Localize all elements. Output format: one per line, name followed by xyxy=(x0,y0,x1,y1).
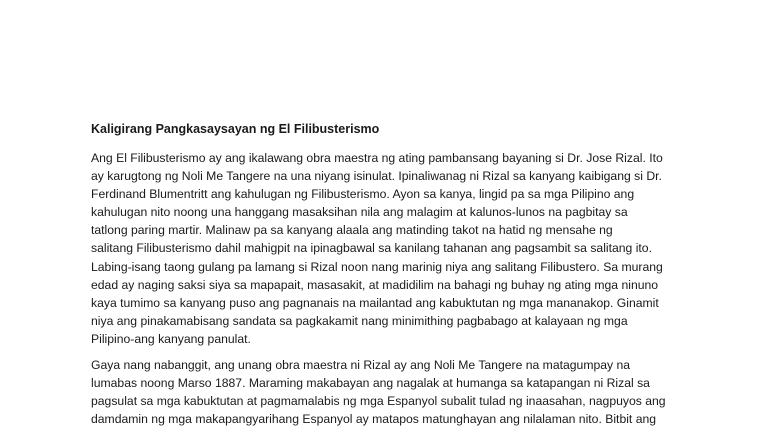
text-line: Ang El Filibusterismo ay ang ikalawang obra maestra ng ating pambansang bayaning si Dr. Jose Rizal. Ito xyxy=(91,151,663,165)
text-line: pagsulat sa mga kabuktutan at pagmamalabis ng mga Espanyol subalit tulad ng inaasahan, nagpuyos ang xyxy=(91,394,666,409)
paragraph-2 xyxy=(91,356,695,428)
text-line: salitang Filibusterismo dahil mahigpit na ipinagbawal sa kanilang tahanan ang pagsambit sa salitang ito. xyxy=(91,241,652,256)
text-line: Labing-isang taong gulang pa lamang si Rizal noon nang marinig niya ang salitang Filibustero. Sa murang xyxy=(91,259,663,274)
text-line: Gaya nang nabanggit, ang unang obra maestra ni Rizal ay ang Noli Me Tangere na matagumpay na xyxy=(91,358,631,373)
text-line: Ferdinand Blumentritt ang kahulugan ng Filibusterismo. Ayon sa kanya, lingid pa sa mga Pilipino ang xyxy=(91,187,635,202)
text-line: ay karugtong ng Noli Me Tangere na una niyang isinulat. Ipinaliwanag ni Rizal sa kanyang kaibigang si Dr. xyxy=(91,169,662,184)
document-title: Kaligirang Pangkasaysayan ng El Filibusterismo xyxy=(91,122,380,136)
text-line: damdamin ng mga makapangyarihang Espanyol ay matapos matunghayan ang nilalaman nito. Bitbit ang xyxy=(91,412,657,427)
text-line: kaya tumimo sa kanyang puso ang pagnanais na mailantad ang kabuktutan ng mga mananakop. Ginamit xyxy=(91,295,659,310)
text-line: edad ay naging saksi siya sa mapapait, masasakit, at madidilim na bahagi ng buhay ng ating mga ninuno xyxy=(91,277,659,292)
document-body xyxy=(91,121,695,436)
text-line: lumabas noong Marso 1887. Maraming makabayan ang nagalak at humanga sa katapangan ni Rizal sa xyxy=(91,376,650,391)
text-line: kahulugan nito noong una hanggang masaksihan nila ang malagim at kalunos-lunos na pagbitay sa xyxy=(91,205,628,220)
text-line: niya ang pinakamabisang sandata sa pagkakamit nang minimithing pagbabago at kalayaan ng mga xyxy=(91,313,628,328)
text-line: tatlong paring martir. Malinaw pa sa kanyang alaala ang matinding takot na hatid ng mensahe ng xyxy=(91,223,613,238)
paragraph-1 xyxy=(91,149,695,348)
text-line: Pilipino-ang kanyang panulat. xyxy=(91,331,251,346)
